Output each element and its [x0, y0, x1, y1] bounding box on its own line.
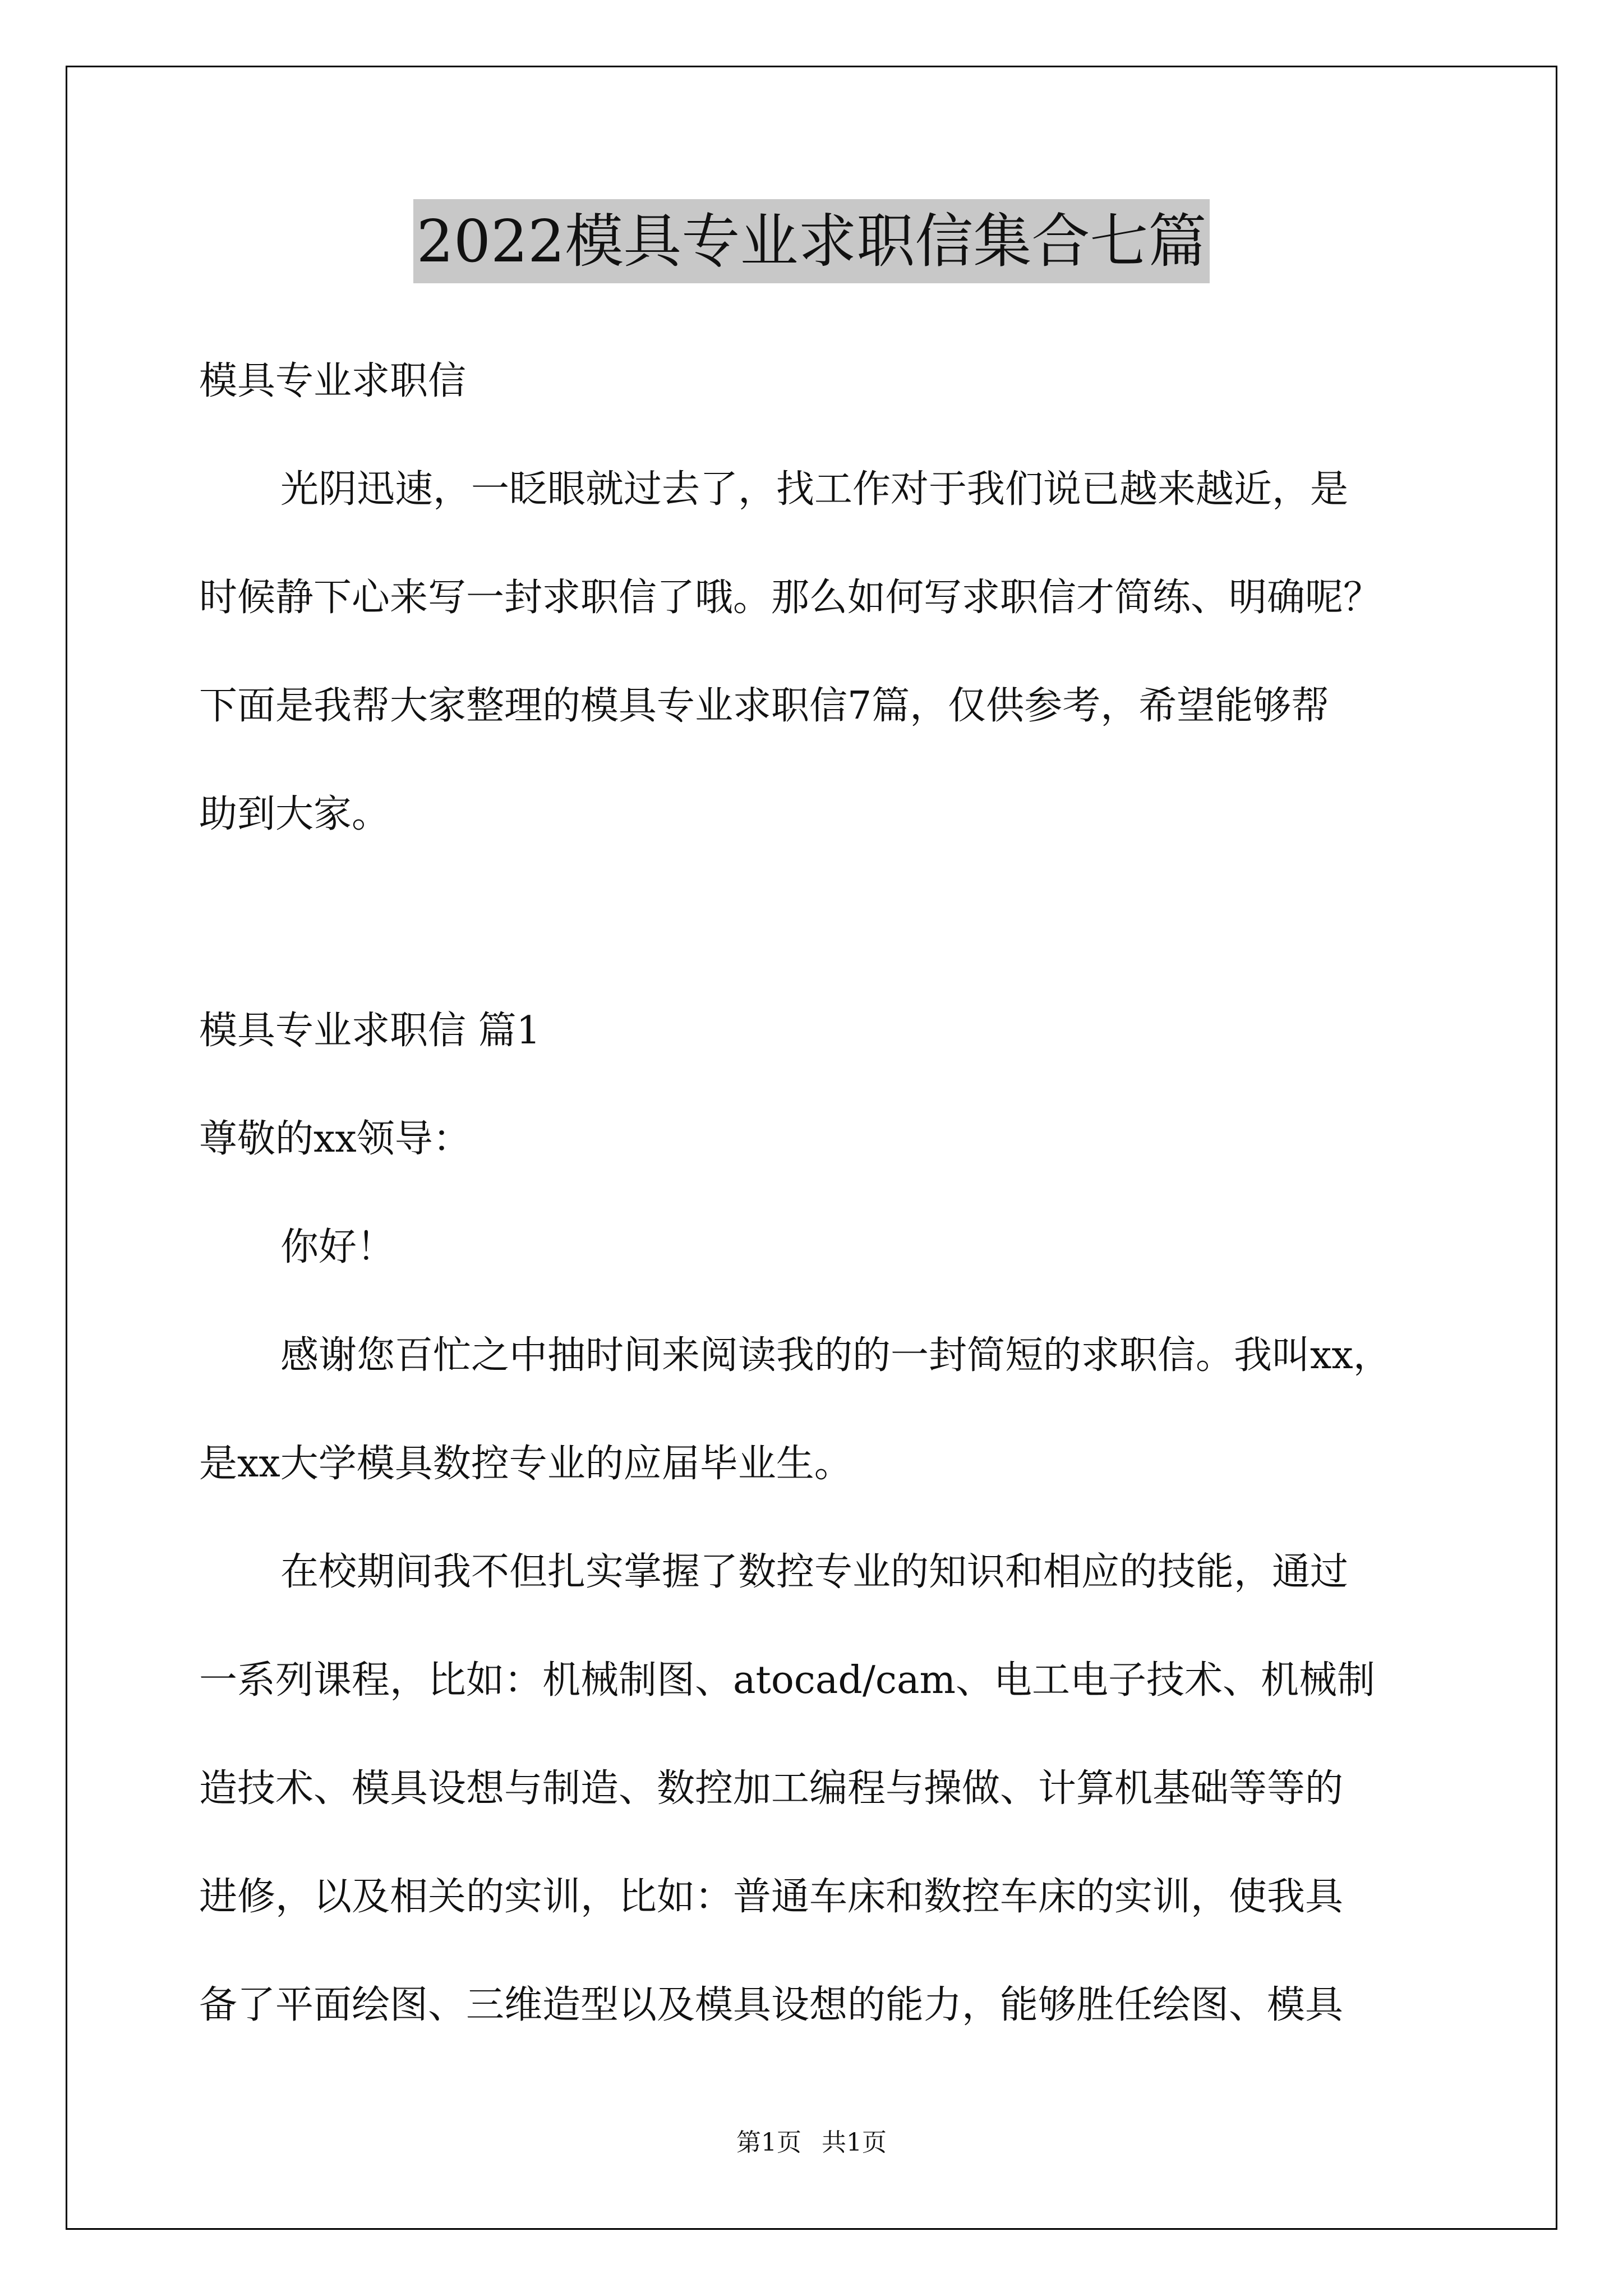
paragraph-line: 是xx大学模具数控专业的应届毕业生。 — [199, 1442, 852, 1486]
paragraph-line: 备了平面绘图、三维造型以及模具设想的能力，能够胜任绘图、模具 — [199, 1983, 1344, 2027]
salutation: 尊敬的xx领导： — [199, 1117, 471, 1161]
page-number: 第1页 — [736, 2128, 801, 2157]
paragraph-line: 进修，以及相关的实训，比如：普通车床和数控车床的实训，使我具 — [199, 1875, 1344, 1919]
paragraph-line: 感谢您百忙之中抽时间来阅读我的的一封简短的求职信。我叫xx， — [280, 1333, 1391, 1378]
paragraph-line: 下面是我帮大家整理的模具专业求职信7篇，仅供参考，希望能够帮 — [199, 684, 1330, 728]
paragraph-line: 一系列课程，比如：机械制图、atocad/cam、电工电子技术、机械制 — [199, 1658, 1375, 1703]
title-container — [0, 199, 1623, 283]
blank-line — [199, 884, 1444, 992]
page-footer — [0, 2126, 1623, 2160]
letter-heading: 模具专业求职信 篇1 — [199, 1009, 541, 1053]
paragraph-line: 光阴迅速，一眨眼就过去了，找工作对于我们说已越来越近，是 — [280, 467, 1349, 512]
paragraph-line: 时候静下心来写一封求职信了哦。那么如何写求职信才简练、明确呢？ — [199, 576, 1382, 620]
document-title: 2022模具专业求职信集合七篇 — [413, 199, 1210, 283]
section-heading: 模具专业求职信 — [199, 359, 467, 403]
paragraph-line: 在校期间我不但扎实掌握了数控专业的知识和相应的技能，通过 — [280, 1550, 1349, 1594]
page-total: 共1页 — [822, 2128, 887, 2157]
document-body — [199, 342, 1444, 2074]
greeting: 你好！ — [280, 1225, 395, 1269]
paragraph-line: 造技术、模具设想与制造、数控加工编程与操做、计算机基础等等的 — [199, 1766, 1344, 1811]
paragraph-line: 助到大家。 — [199, 792, 390, 836]
